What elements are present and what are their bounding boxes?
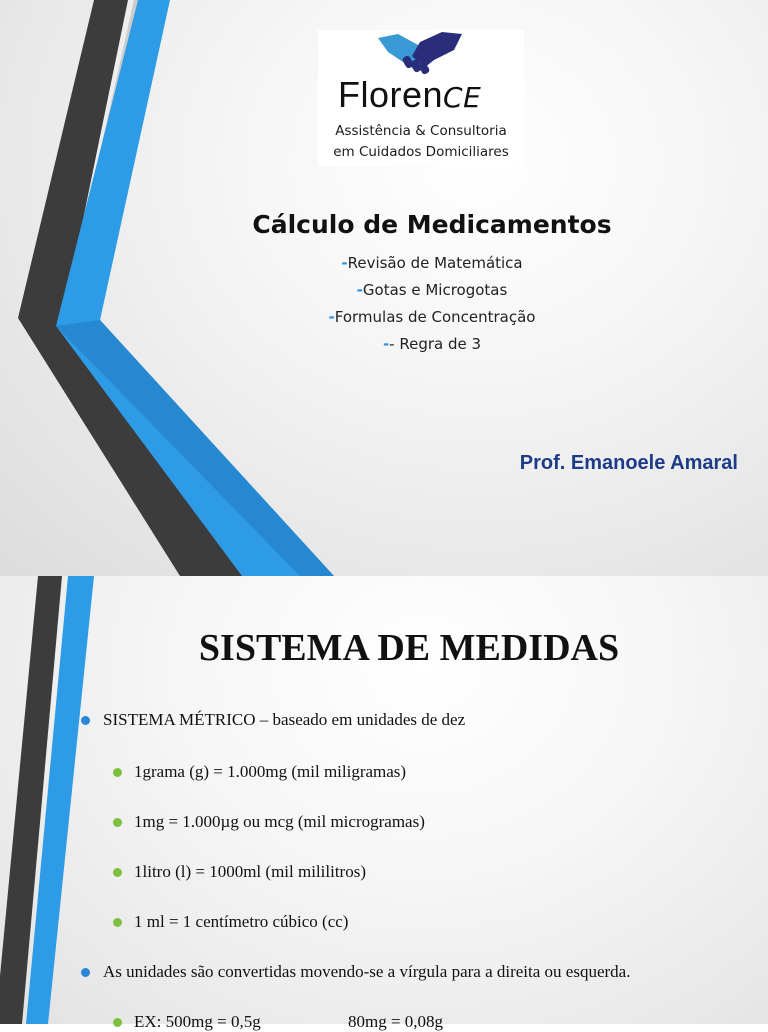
company-logo — [318, 30, 524, 166]
list-item: EX: 500mg = 0,5g — [134, 1012, 261, 1032]
logo-tagline-1: Assistência & Consultoria — [335, 123, 507, 139]
list-item: 1 ml = 1 centímetro cúbico (cc) — [134, 912, 348, 932]
topic-item: -Formulas de Concentração — [328, 308, 536, 326]
bullet-dot — [113, 868, 122, 877]
bullet-dot — [81, 716, 90, 725]
list-item-continuation: 80mg = 0,08g — [348, 1012, 444, 1031]
bullet-dot — [113, 1018, 122, 1027]
topic-item: -Gotas e Microgotas — [356, 281, 508, 299]
logo-wordmark: FlorenCE — [338, 74, 482, 115]
bullet-dot — [113, 768, 122, 777]
topic-list — [0, 250, 768, 358]
author-name: Prof. Emanoele Amaral — [519, 452, 738, 474]
list-item: 1litro (l) = 1000ml (mil mililitros) — [134, 862, 366, 882]
handshake-icon — [376, 30, 466, 80]
list-item: As unidades são convertidas movendo-se a vírgula para a direita ou esquerda. — [103, 962, 630, 982]
bullet-dot — [113, 918, 122, 927]
topic-item: -- Regra de 3 — [382, 335, 482, 353]
bullet-dot — [81, 968, 90, 977]
slide-title: SISTEMA DE MEDIDAS — [198, 627, 620, 669]
bullet-dot — [113, 818, 122, 827]
list-item: SISTEMA MÉTRICO – baseado em unidades de dez — [103, 710, 465, 730]
list-item: 1mg = 1.000µg ou mcg (mil microgramas) — [134, 812, 425, 832]
presentation-title: Cálculo de Medicamentos — [252, 210, 612, 239]
topic-item: -Revisão de Matemática — [341, 254, 523, 272]
logo-tagline-2: em Cuidados Domiciliares — [333, 144, 509, 160]
list-item: 1grama (g) = 1.000mg (mil miligramas) — [134, 762, 406, 782]
